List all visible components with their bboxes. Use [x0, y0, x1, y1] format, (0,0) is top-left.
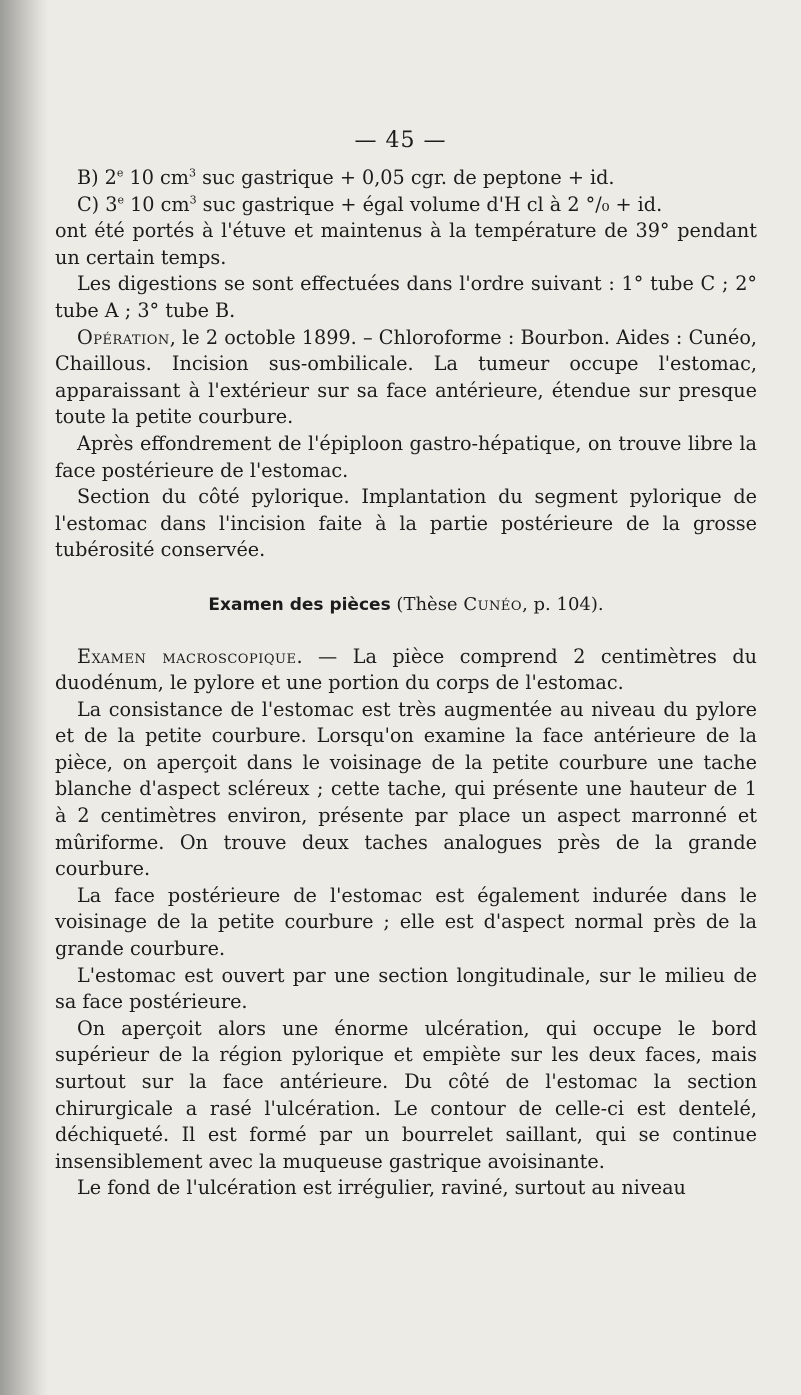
line-b-rest: suc gastrique + 0,05 cgr. de peptone + id.	[195, 166, 615, 189]
paragraph-ulceration: On aperçoit alors une énorme ulcération, qui occupe le bord supérieur de la région pylorique et empiète sur les deux faces, mais surtout sur la face antérieure. Du côté de l'estomac la section chirurgicale a rasé l'ulcération. Le contour de celle-ci est dentelé, déchiqueté. Il est formé par un bourrelet saillant, qui se continue insensiblement avec la muqueuse gastrique avoisinante.	[55, 1016, 757, 1173]
paragraph-exam-intro	[55, 644, 757, 697]
section-heading	[55, 592, 757, 619]
line-b-mid: 10 cm	[123, 166, 189, 189]
line-c	[55, 192, 757, 219]
paragraph-consistance: La consistance de l'estomac est très augmentée au niveau du pylore et de la petite courbure. Lorsqu'on examine la face antérieure de la pièce, on aperçoit dans le voisinage de la petite courbure une tache blanche d'aspect scléreux ; cette tache, qui présente une hauteur de 1 à 2 centimètres environ, présente par place un aspect marronné et mûriforme. On trouve deux taches analogues près de la grande courbure.	[55, 697, 757, 881]
paragraph-etuve: ont été portés à l'étuve et maintenus à la température de 39° pendant un certain temps.	[55, 219, 757, 269]
paragraph-operation	[55, 325, 757, 431]
line-c-mid: 10 cm	[124, 192, 190, 216]
page-number: — 45 —	[354, 128, 447, 153]
operation-label: Opération	[77, 325, 170, 349]
heading-bold: Examen des pièces	[208, 594, 391, 615]
document-body	[55, 165, 757, 1202]
operation-text: , le 2 octoble 1899. – Chloroforme : Bourbon. Aides : Cunéo, Chaillous. Incision sus-ombilicale. La tumeur occupe l'estomac, apparaissant à l'extérieur sur sa face antérieure, étendue sur presque toute la petite courbure.	[55, 325, 757, 429]
line-c-rest: suc gastrique + égal volume d'H cl à 2 °/₀ + id.	[196, 192, 663, 216]
line-b-prefix: B) 2	[77, 166, 117, 189]
paragraph-fond: Le fond de l'ulcération est irrégulier, raviné, surtout au niveau	[77, 1176, 686, 1200]
line-c-prefix: C) 3	[77, 192, 118, 216]
line-c-sup2: 3	[189, 193, 197, 207]
exam-intro-text: . — La pièce comprend 2 centimètres du duodénum, le pylore et une portion du corps de l'estomac.	[55, 644, 757, 695]
paragraph-face-posterieure: La face postérieure de l'estomac est également indurée dans le voisinage de la petite courbure ; elle est d'aspect normal près de la grande courbure.	[55, 883, 757, 961]
paragraph-digestions: Les digestions se sont effectuées dans l'ordre suivant : 1° tube C ; 2° tube A ; 3° tube B.	[55, 272, 757, 322]
line-b	[55, 165, 757, 192]
heading-paren-close: , p. 104).	[522, 593, 604, 615]
page-gutter-shadow	[0, 0, 48, 1395]
heading-paren-open: (Thèse	[390, 593, 464, 615]
exam-label: Examen macroscopique	[77, 644, 297, 668]
paragraph-epiploon: Après effondrement de l'épiploon gastro-hépatique, on trouve libre la face postérieure de l'estomac.	[55, 431, 757, 482]
line-b-sup1: e	[116, 166, 124, 180]
paragraph-section: Section du côté pylorique. Implantation du segment pylorique de l'estomac dans l'incision faite à la partie postérieure de la grosse tubérosité conservée.	[55, 485, 757, 562]
paragraph-section-longitudinale: L'estomac est ouvert par une section longitudinale, sur le milieu de sa face postérieure.	[55, 963, 757, 1014]
line-c-sup1: e	[117, 193, 124, 207]
heading-author: Cunéo	[463, 593, 523, 615]
line-b-sup2: 3	[188, 166, 196, 180]
